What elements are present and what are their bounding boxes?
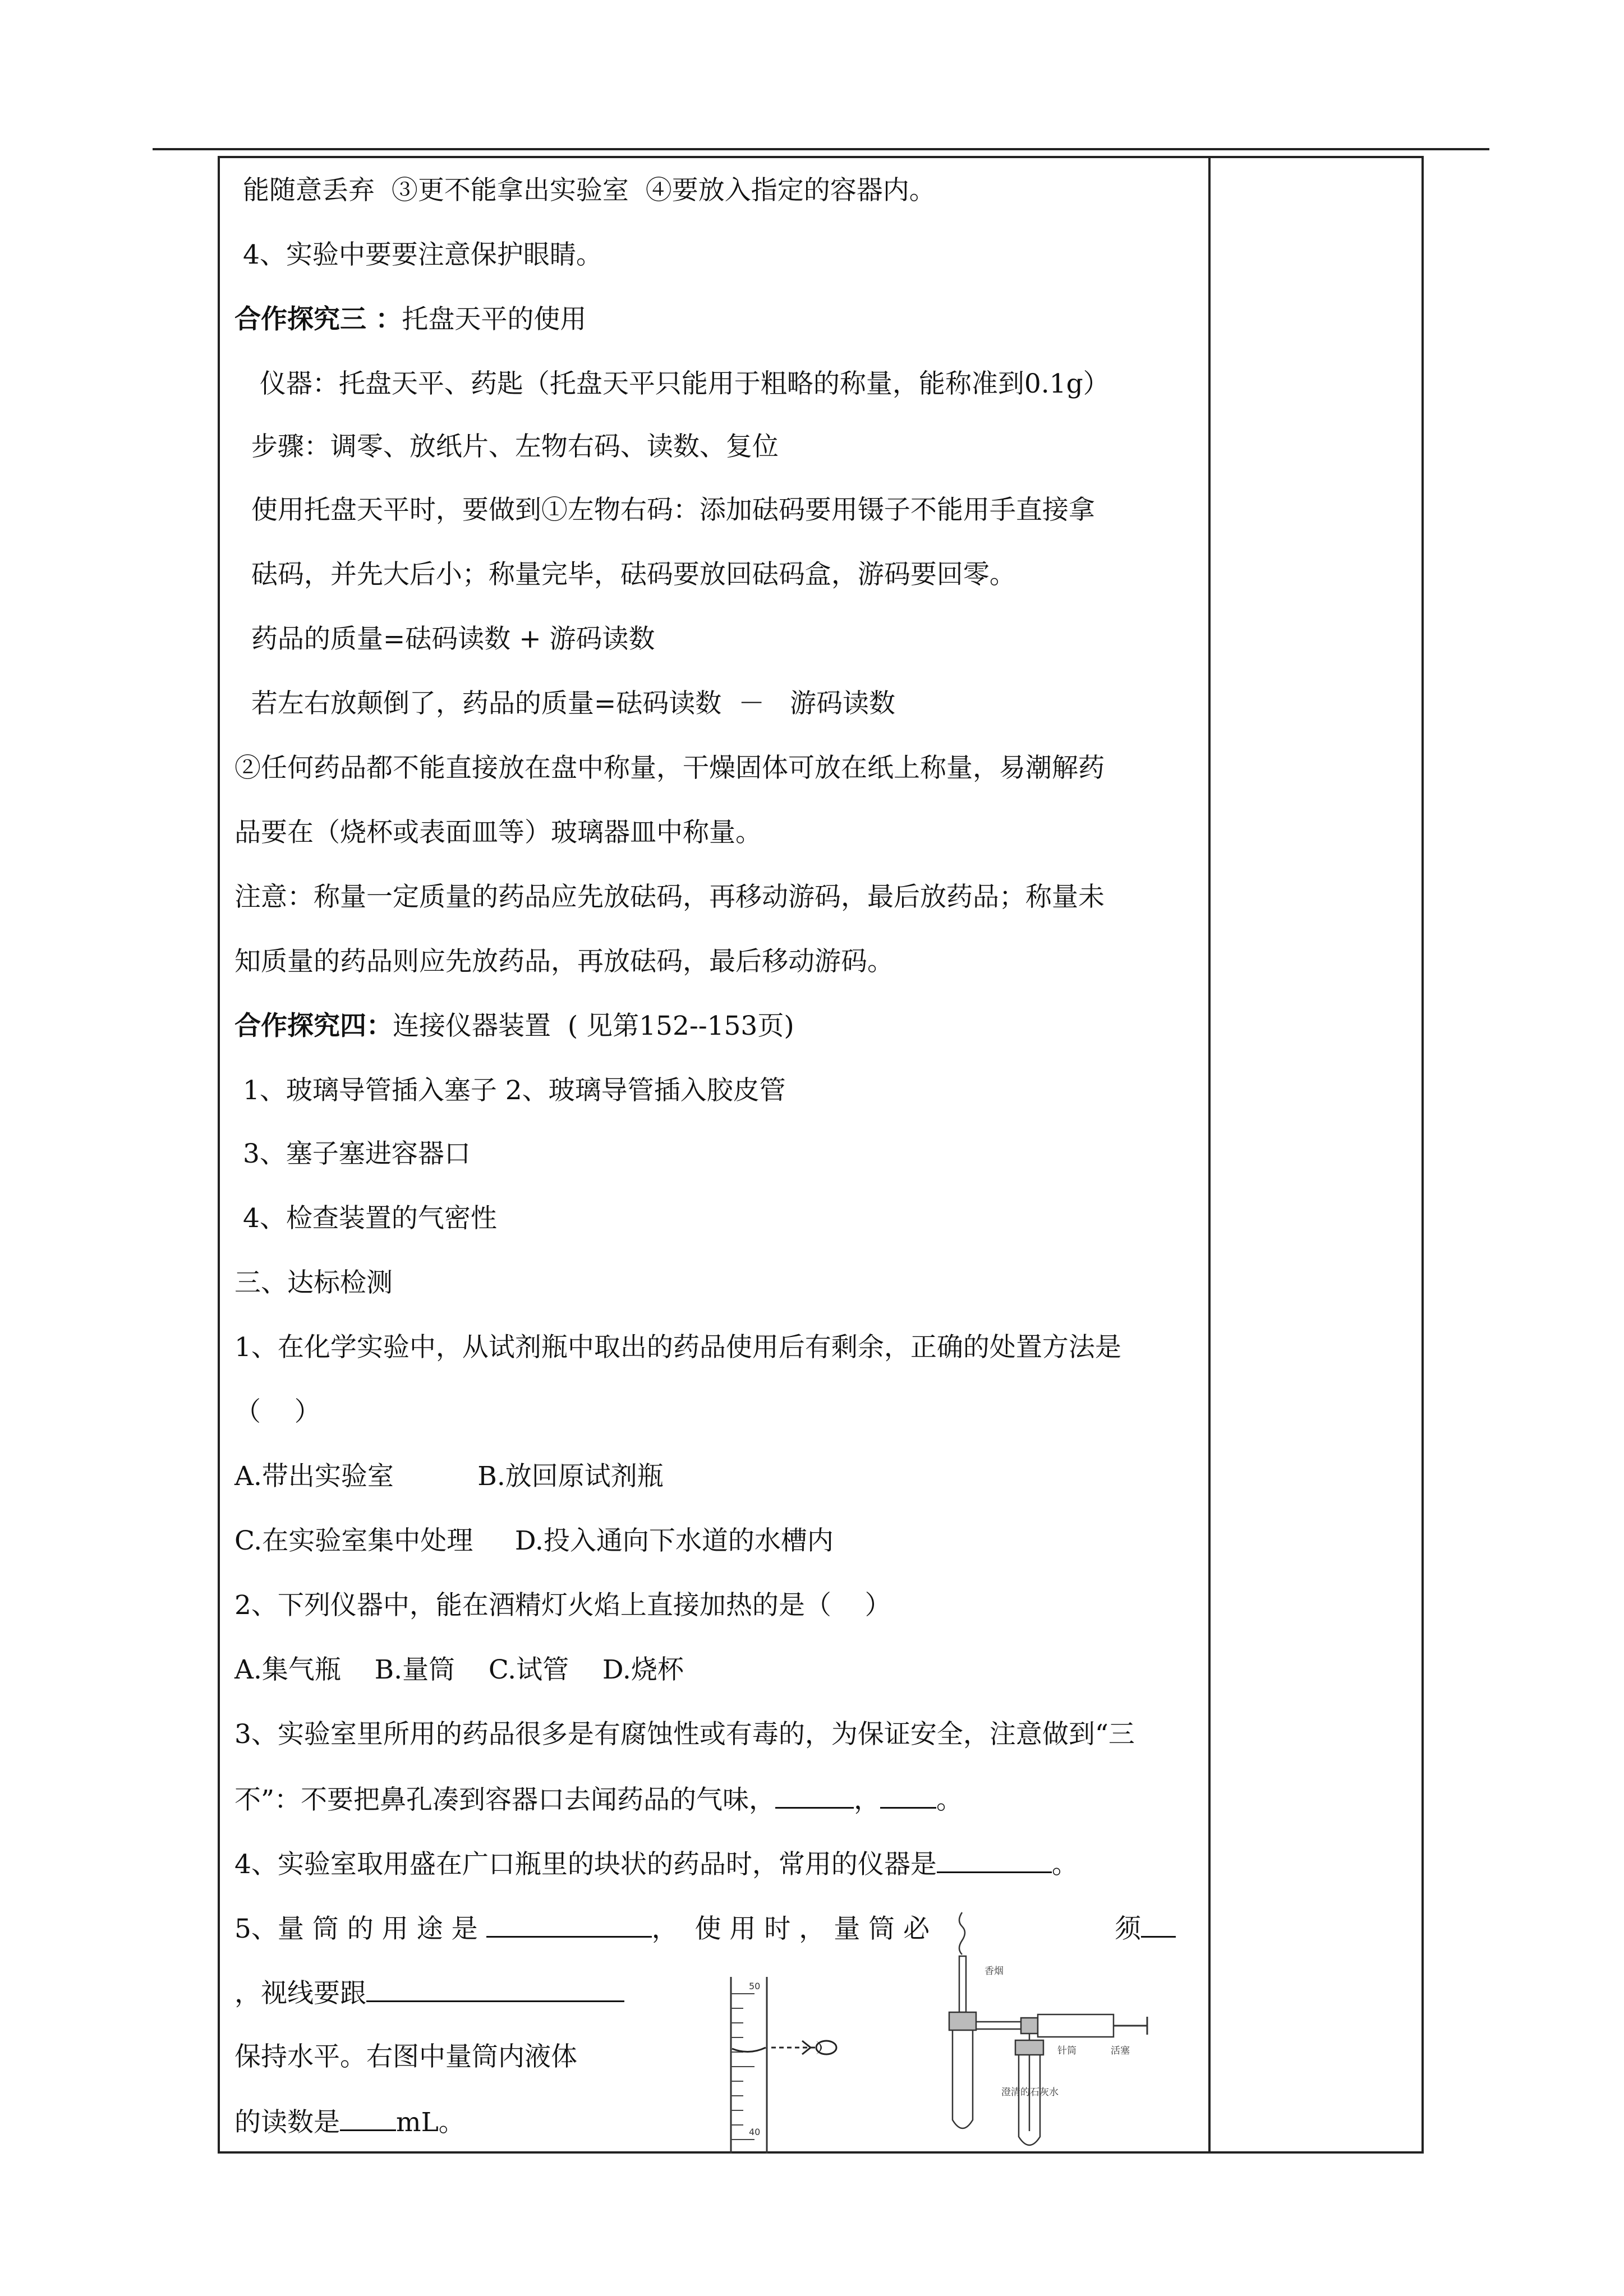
question-1: 1、在化学实验中，从试剂瓶中取出的药品使用后有剩余，正确的处置方法是: [234, 1332, 1121, 1363]
blank-field[interactable]: [486, 1911, 652, 1938]
cylinder-tick-label: 40: [749, 2127, 761, 2137]
section-title: 连接仪器装置 ( 见第152--153页): [393, 1011, 794, 1041]
text-line: 品要在（烧杯或表面皿等）玻璃器皿中称量。: [234, 817, 762, 848]
option-row: C.在实验室集中处理 D.投入通向下水道的水槽内: [234, 1525, 834, 1556]
label-syringe: 针筒: [1057, 2045, 1076, 2057]
text-line: 药品的质量=砝码读数 + 游码读数: [234, 624, 655, 654]
smoke-icon: [959, 1912, 965, 1954]
text-line: 3、塞子塞进容器口: [234, 1138, 471, 1169]
q5-text-3: 须: [1115, 1914, 1142, 1944]
syringe-icon: [1038, 2014, 1114, 2037]
q4-period: 。: [1051, 1849, 1078, 1880]
cylinder-tick-label: 50: [749, 1981, 761, 1991]
text-line: 知质量的药品则应先放药品，再放砝码，最后移动游码。: [234, 946, 894, 977]
section-heading: [234, 303, 586, 336]
cigarette-icon: [959, 1956, 966, 2012]
q5-text-4: ，视线要跟: [234, 1978, 366, 2009]
question-5-cont: [234, 2105, 465, 2140]
text-line: 使用托盘天平时，要做到①左物右码：添加砝码要用镊子不能用手直接拿: [234, 495, 1095, 525]
section-label: 合作探究三 ：: [234, 304, 402, 335]
label-plunger: 活塞: [1111, 2045, 1130, 2057]
section-label: 合作探究四：: [234, 1011, 393, 1041]
text-line: 三、达标检测: [234, 1267, 393, 1298]
blank-field[interactable]: [366, 1976, 624, 2002]
text-line: 4、实验中要要注意保护眼睛。: [234, 239, 602, 270]
text-line: 注意：称量一定质量的药品应先放砝码，再移动游码，最后放药品；称量未: [234, 882, 1105, 912]
measuring-cylinder-figure: [726, 1966, 861, 2154]
section-heading: [234, 1009, 794, 1043]
blank-field[interactable]: [937, 1847, 1052, 1873]
text-line: 仪器：托盘天平、药匙（托盘天平只能用于粗略的称量，能称准到0.1g）: [234, 368, 1110, 399]
text-line: 若左右放颠倒了，药品的质量=砝码读数 － 游码读数: [234, 688, 895, 719]
q5-text-5: 的读数是: [234, 2107, 340, 2138]
q3-comma: ，: [854, 1785, 881, 1815]
cylinder-ticks: [731, 1994, 755, 2140]
option-row: A.带出实验室 B.放回原试剂瓶: [234, 1461, 664, 1492]
blank-field[interactable]: [880, 1782, 936, 1809]
text-line: 4、检查装置的气密性: [234, 1203, 497, 1234]
question-2: 2、下列仪器中，能在酒精灯火焰上直接加热的是（ ）: [234, 1590, 891, 1621]
question-5-cont: 保持水平。右图中量筒内液体: [234, 2041, 577, 2072]
text-line: 步骤：调零、放纸片、左物右码、读数、复位: [234, 431, 779, 462]
q5-text-2: ， 使 用 时 ， 量 筒 必: [651, 1914, 930, 1944]
text-line: 砝码，并先大后小；称量完毕，砝码要放回砝码盒，游码要回零。: [234, 559, 1016, 590]
header-rule: [153, 148, 1489, 150]
column-divider: [1208, 156, 1211, 2154]
limewater-apparatus-figure: [926, 1907, 1161, 2154]
blank-field[interactable]: [775, 1782, 854, 1809]
junction-stopper-icon: [1021, 2018, 1038, 2034]
label-incense: 香烟: [984, 1966, 1004, 1977]
question-5-cont: [234, 1976, 624, 2011]
q5-unit: mL。: [396, 2107, 465, 2138]
option-row: A.集气瓶 B.量筒 C.试管 D.烧杯: [234, 1654, 684, 1685]
eye-outline-icon: [816, 2041, 836, 2054]
answer-bracket: （ ）: [234, 1396, 321, 1427]
q4-text: 4、实验室取用盛在广口瓶里的块状的药品时，常用的仪器是: [234, 1849, 937, 1880]
question-3: 3、实验室里所用的药品很多是有腐蚀性或有毒的，为保证安全，注意做到“三: [234, 1719, 1135, 1750]
q5-text: 5、量 筒 的 用 途 是: [234, 1914, 478, 1944]
q3-text: 不”：不要把鼻孔凑到容器口去闻药品的气味，: [234, 1785, 776, 1815]
stopper-icon: [949, 2012, 976, 2030]
q3-period: 。: [936, 1785, 963, 1815]
text-line: 能随意丢弃 ③更不能拿出实验室 ④要放入指定的容器内。: [234, 175, 936, 206]
label-limewater: 澄清的石灰水: [1001, 2087, 1059, 2098]
text-line: 1、玻璃导管插入塞子 2、玻璃导管插入胶皮管: [234, 1075, 786, 1106]
question-4: [234, 1847, 1078, 1882]
text-line: ②任何药品都不能直接放在盘中称量，干燥固体可放在纸上称量，易潮解药: [234, 753, 1105, 783]
stopper-right-icon: [1015, 2040, 1043, 2055]
meniscus: [732, 2048, 766, 2052]
test-tube-left: [953, 2030, 973, 2128]
section-title: 托盘天平的使用: [402, 304, 587, 335]
blank-field[interactable]: [340, 2105, 396, 2131]
question-3-cont: [234, 1782, 963, 1817]
